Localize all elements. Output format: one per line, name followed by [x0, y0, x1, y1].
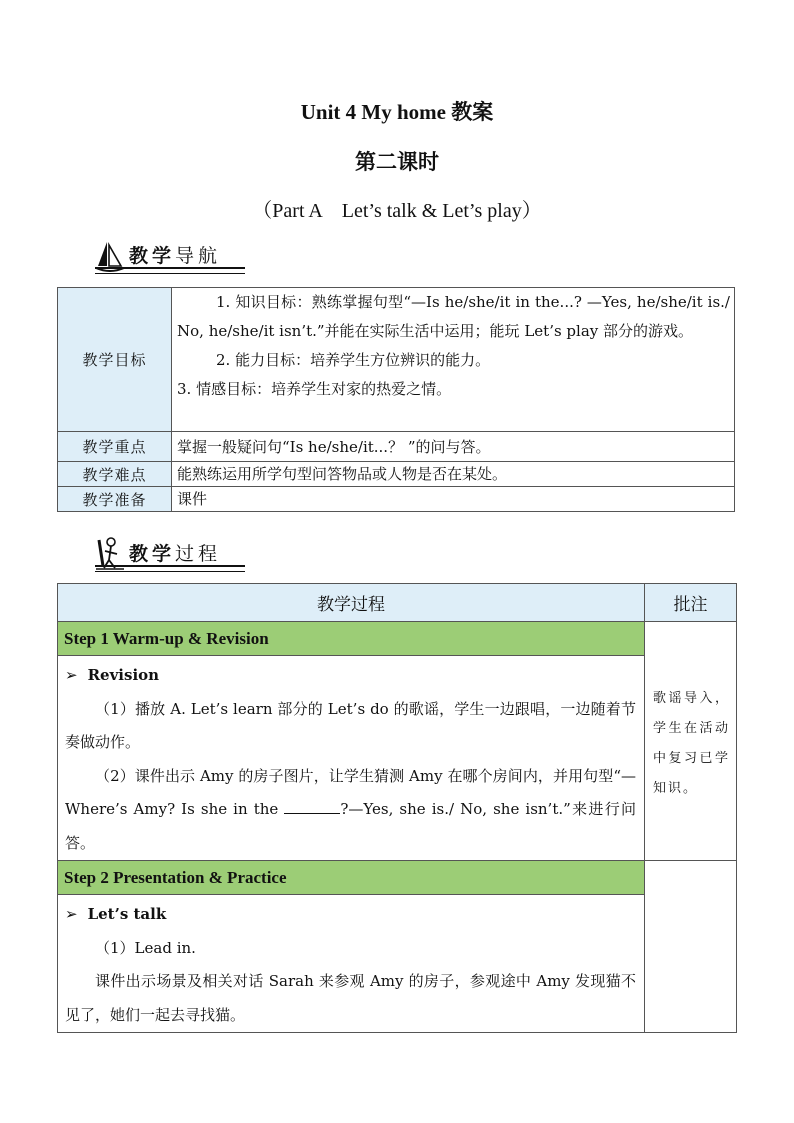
step1-paragraph: （2）课件出示 Amy 的房子图片，让学生猜测 Amy 在哪个房间内，并用句型“—Where’s Amy? Is she in the ?—Yes, she is./ No, she isn’t.”来进行问答。: [65, 766, 636, 852]
table-header-row: [58, 584, 737, 622]
teaching-nav-heading: 教学导航: [95, 238, 255, 274]
part-subtitle: （Part A Let’s talk & Let’s play）: [252, 200, 542, 222]
step2-heading: Step 2 Presentation & Practice: [58, 861, 645, 895]
emotion-objective: 3. 情感目标：培养学生对家的热爱之情。: [177, 380, 452, 398]
teaching-process-heading: 教学过程: [95, 536, 255, 572]
step2-paragraph: 课件出示场景及相关对话 Sarah 来参观 Amy 的房子，参观途中 Amy 发现猫不见了，她们一起去寻找猫。: [65, 972, 636, 1024]
process-column-header: 教学过程: [58, 584, 645, 622]
step1-paragraph: （1）播放 A. Let’s learn 部分的 Let’s do 的歌谣，学生一边跟唱，一边随着节奏做动作。: [65, 699, 636, 751]
preparation-content: 课件: [172, 487, 735, 512]
objectives-label: 教学目标: [58, 288, 172, 432]
step2-content: [58, 895, 645, 1033]
table-row: [58, 861, 737, 895]
step1-bullet: ➢ Revision: [65, 666, 160, 684]
lesson-title: 第二课时: [355, 150, 439, 174]
overview-table: [57, 287, 735, 512]
step2-note: [645, 861, 737, 1033]
note-column-header: 批注: [645, 584, 737, 622]
step2-bullet: ➢ Let’s talk: [65, 905, 167, 923]
table-row: [58, 895, 737, 1033]
table-row: [58, 487, 735, 512]
table-row: [58, 622, 737, 656]
difficulty-content: 能熟练运用所学句型问答物品或人物是否在某处。: [172, 462, 735, 487]
difficulty-label: 教学难点: [58, 462, 172, 487]
table-row: [58, 432, 735, 462]
objectives-content: [172, 288, 735, 432]
step1-heading: Step 1 Warm-up & Revision: [58, 622, 645, 656]
document-title: Unit 4 My home 教案: [300, 100, 494, 124]
key-point-content: 掌握一般疑问句“Is he/she/it...？ ”的问与答。: [172, 432, 735, 462]
arrow-bullet-icon: ➢: [65, 666, 78, 684]
key-point-label: 教学重点: [58, 432, 172, 462]
knowledge-objective: 1. 知识目标：熟练掌握句型“—Is he/she/it in the...? —Yes, he/she/it is./ No, he/she/it isn’t.”并能在实际生活中运用；能玩 Let’s play 部分的游戏。: [177, 293, 730, 340]
preparation-label: 教学准备: [58, 487, 172, 512]
fill-blank: [284, 797, 340, 814]
step1-content: [58, 656, 645, 861]
ability-objective: 2. 能力目标：培养学生方位辨识的能力。: [216, 351, 491, 369]
process-table: [57, 583, 737, 1033]
arrow-bullet-icon: ➢: [65, 905, 78, 923]
table-row: [58, 656, 737, 861]
step1-note: 歌谣导入，学生在活动中复习已学知识。: [645, 622, 737, 861]
table-row: [58, 462, 735, 487]
table-row: [58, 288, 735, 432]
step2-paragraph: （1）Lead in.: [95, 938, 196, 957]
